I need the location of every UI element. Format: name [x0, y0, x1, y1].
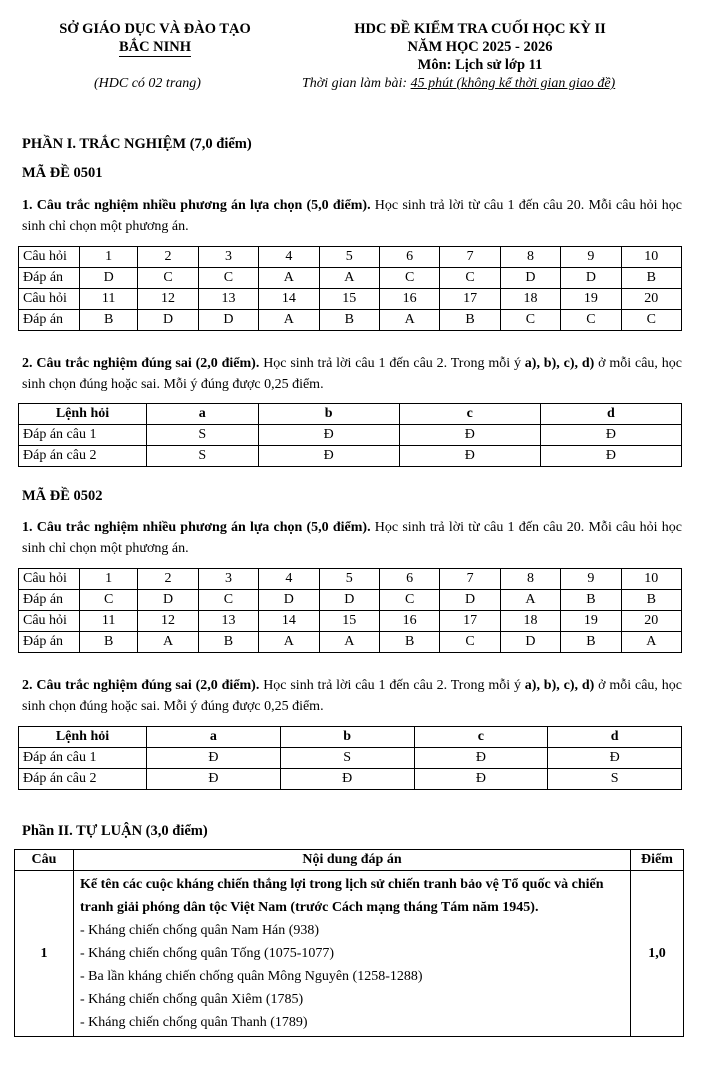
- table-row: [19, 289, 682, 310]
- question-number-cell: 15: [319, 611, 379, 632]
- answer-cell: C: [561, 310, 621, 331]
- table-row: [19, 268, 682, 289]
- answer-cell: Đ: [414, 748, 548, 769]
- code-label: MÃ ĐỀ 0501: [22, 165, 103, 181]
- question-number-cell: 8: [500, 247, 560, 268]
- mc-title: 1. Câu trắc nghiệm nhiều phương án lựa chọn (5,0 điểm).: [22, 520, 371, 535]
- table-row: [19, 590, 682, 611]
- answer-cell: Đ: [399, 446, 540, 467]
- time-value: 45 phút (không kể thời gian giao đề): [410, 76, 616, 91]
- row-label: Câu hỏi: [19, 611, 80, 632]
- answer-cell: Đ: [280, 769, 414, 790]
- answer-cell: S: [280, 748, 414, 769]
- answer-cell: B: [621, 268, 681, 289]
- question-number-cell: 7: [440, 569, 500, 590]
- essay-score: 1,0: [631, 871, 684, 1037]
- question-number-cell: 7: [440, 247, 500, 268]
- department-header: [30, 20, 280, 57]
- answer-cell: B: [198, 632, 258, 653]
- answer-cell: B: [561, 590, 621, 611]
- column-header: d: [548, 727, 682, 748]
- answer-cell: Đ: [147, 769, 281, 790]
- table-row: [19, 769, 682, 790]
- answer-cell: A: [379, 310, 439, 331]
- subject: Môn: Lịch sử lớp 11: [417, 57, 543, 73]
- question-number-cell: 5: [319, 247, 379, 268]
- answer-cell: Đ: [414, 769, 548, 790]
- answer-cell: B: [440, 310, 500, 331]
- tf-title: 2. Câu trắc nghiệm đúng sai (2,0 điểm).: [22, 678, 260, 693]
- answer-cell: Đ: [548, 748, 682, 769]
- row-label: Đáp án câu 2: [19, 446, 147, 467]
- column-header: d: [540, 404, 681, 425]
- question-number-cell: 11: [80, 611, 138, 632]
- department-line1: SỞ GIÁO DỤC VÀ ĐÀO TẠO: [59, 21, 251, 37]
- row-label: Đáp án: [19, 632, 80, 653]
- answer-cell: D: [319, 590, 379, 611]
- table-row: [15, 871, 684, 1037]
- question-number-cell: 2: [138, 569, 198, 590]
- answer-cell: B: [80, 632, 138, 653]
- answer-cell: D: [259, 590, 319, 611]
- table-row: [19, 632, 682, 653]
- part1-title: PHẦN I. TRẮC NGHIỆM (7,0 điểm): [22, 136, 252, 152]
- column-header: b: [258, 404, 399, 425]
- question-number-cell: 12: [138, 289, 198, 310]
- row-label: Câu hỏi: [19, 569, 80, 590]
- question-number-cell: 15: [319, 289, 379, 310]
- tf-desc1: Học sinh trả lời câu 1 đến câu 2. Trong mỗi ý: [259, 678, 525, 693]
- answer-cell: D: [561, 268, 621, 289]
- answer-cell: B: [80, 310, 138, 331]
- essay-header-content: Nội dung đáp án: [74, 850, 631, 871]
- mc-instructions: [22, 195, 682, 237]
- question-number-cell: 17: [440, 289, 500, 310]
- answer-cell: C: [621, 310, 681, 331]
- answer-cell: A: [319, 632, 379, 653]
- tf-answer-table: [18, 403, 682, 467]
- table-row: [19, 247, 682, 268]
- answer-cell: A: [259, 310, 319, 331]
- question-number-cell: 2: [138, 247, 198, 268]
- row-label: Đáp án: [19, 268, 80, 289]
- question-number-cell: 9: [561, 569, 621, 590]
- answer-cell: S: [147, 425, 259, 446]
- answer-cell: Đ: [258, 446, 399, 467]
- tf-desc2: ở mỗi câu, học sinh chọn đúng hoặc sai. Mỗi ý đúng được 0,25 điểm.: [22, 678, 682, 714]
- question-number-cell: 19: [561, 289, 621, 310]
- pages-note: (HDC có 02 trang): [94, 76, 201, 91]
- table-row: [19, 425, 682, 446]
- answer-cell: A: [500, 590, 560, 611]
- question-number-cell: 5: [319, 569, 379, 590]
- column-header: a: [147, 727, 281, 748]
- tf-desc-bold: a), b), c), d): [524, 356, 595, 371]
- answer-cell: D: [500, 268, 560, 289]
- essay-answer-content: [74, 871, 631, 1037]
- question-number-cell: 6: [379, 569, 439, 590]
- question-number-cell: 6: [379, 247, 439, 268]
- answer-cell: Đ: [399, 425, 540, 446]
- question-number-cell: 10: [621, 247, 681, 268]
- question-number-cell: 4: [259, 247, 319, 268]
- essay-answer-item: - Kháng chiến chống quân Nam Hán (938): [80, 923, 320, 938]
- table-header-row: [19, 727, 682, 748]
- row-label: Đáp án câu 2: [19, 769, 147, 790]
- answer-cell: B: [379, 632, 439, 653]
- answer-cell: A: [319, 268, 379, 289]
- question-number-cell: 8: [500, 569, 560, 590]
- mc-answer-table: [18, 568, 682, 653]
- tf-instructions: [22, 353, 682, 395]
- answer-cell: A: [138, 632, 198, 653]
- table-row: [19, 569, 682, 590]
- question-number-cell: 13: [198, 611, 258, 632]
- answer-cell: B: [319, 310, 379, 331]
- table-row: [19, 611, 682, 632]
- question-number-cell: 17: [440, 611, 500, 632]
- question-number-cell: 12: [138, 611, 198, 632]
- mc-title: 1. Câu trắc nghiệm nhiều phương án lựa chọn (5,0 điểm).: [22, 198, 371, 213]
- mc-desc: Học sinh trả lời từ câu 1 đến câu 20. Mỗi câu hỏi học sinh chỉ chọn một phương án.: [22, 198, 682, 234]
- tf-title: 2. Câu trắc nghiệm đúng sai (2,0 điểm).: [22, 356, 260, 371]
- tf-instructions: [22, 675, 682, 717]
- question-number-cell: 16: [379, 611, 439, 632]
- essay-answer-item: - Kháng chiến chống quân Thanh (1789): [80, 1015, 308, 1030]
- tf-desc-bold: a), b), c), d): [524, 678, 595, 693]
- answer-cell: C: [198, 590, 258, 611]
- time-note: [302, 76, 615, 92]
- answer-cell: C: [500, 310, 560, 331]
- answer-cell: D: [138, 310, 198, 331]
- essay-question-number: 1: [15, 871, 74, 1037]
- mc-instructions: [22, 517, 682, 559]
- column-header: Lệnh hỏi: [19, 404, 147, 425]
- answer-cell: A: [259, 632, 319, 653]
- row-label: Đáp án: [19, 590, 80, 611]
- answer-cell: B: [621, 590, 681, 611]
- question-number-cell: 1: [80, 569, 138, 590]
- tf-answer-table: [18, 726, 682, 790]
- tf-desc2: ở mỗi câu, học sinh chọn đúng hoặc sai. Mỗi ý đúng được 0,25 điểm.: [22, 356, 682, 392]
- essay-question-text: Kể tên các cuộc kháng chiến thắng lợi trong lịch sử chiến tranh bảo vệ Tổ quốc và chiến tranh giải phóng dân tộc Việt Nam (trước Cách mạng tháng Tám năm 1945).: [80, 877, 604, 915]
- answer-cell: C: [379, 590, 439, 611]
- column-header: Lệnh hỏi: [19, 727, 147, 748]
- school-year: NĂM HỌC 2025 - 2026: [407, 39, 553, 55]
- question-number-cell: 1: [80, 247, 138, 268]
- question-number-cell: 3: [198, 569, 258, 590]
- answer-cell: Đ: [540, 425, 681, 446]
- table-header-row: [19, 404, 682, 425]
- essay-header-score: Điểm: [631, 850, 684, 871]
- question-number-cell: 14: [259, 611, 319, 632]
- row-label: Câu hỏi: [19, 289, 80, 310]
- part2-title: Phần II. TỰ LUẬN (3,0 điểm): [22, 823, 208, 839]
- essay-header-question: Câu: [15, 850, 74, 871]
- question-number-cell: 10: [621, 569, 681, 590]
- column-header: c: [414, 727, 548, 748]
- answer-cell: C: [80, 590, 138, 611]
- answer-cell: D: [198, 310, 258, 331]
- question-number-cell: 18: [500, 289, 560, 310]
- time-prefix: Thời gian làm bài:: [302, 76, 411, 91]
- department-line2: BẮC NINH: [118, 39, 192, 55]
- answer-cell: C: [379, 268, 439, 289]
- answer-cell: D: [500, 632, 560, 653]
- column-header: c: [399, 404, 540, 425]
- answer-cell: C: [198, 268, 258, 289]
- answer-cell: A: [621, 632, 681, 653]
- answer-cell: Đ: [540, 446, 681, 467]
- tf-desc1: Học sinh trả lời câu 1 đến câu 2. Trong mỗi ý: [259, 356, 525, 371]
- code-label: MÃ ĐỀ 0502: [22, 488, 103, 504]
- question-number-cell: 14: [259, 289, 319, 310]
- row-label: Đáp án câu 1: [19, 425, 147, 446]
- question-number-cell: 19: [561, 611, 621, 632]
- essay-answer-item: - Kháng chiến chống quân Xiêm (1785): [80, 992, 304, 1007]
- answer-cell: B: [561, 632, 621, 653]
- document-header: [280, 20, 680, 74]
- column-header: a: [147, 404, 259, 425]
- answer-cell: A: [259, 268, 319, 289]
- essay-answer-table: [14, 849, 684, 1037]
- answer-cell: S: [147, 446, 259, 467]
- essay-answer-item: - Ba lần kháng chiến chống quân Mông Nguyên (1258-1288): [80, 969, 423, 984]
- document-title: HDC ĐỀ KIỂM TRA CUỐI HỌC KỲ II: [354, 21, 606, 37]
- mc-answer-table: [18, 246, 682, 331]
- question-number-cell: 20: [621, 289, 681, 310]
- row-label: Câu hỏi: [19, 247, 80, 268]
- column-header: b: [280, 727, 414, 748]
- answer-cell: C: [440, 632, 500, 653]
- question-number-cell: 20: [621, 611, 681, 632]
- answer-cell: D: [80, 268, 138, 289]
- essay-answer-item: - Kháng chiến chống quân Tống (1075-1077): [80, 946, 335, 961]
- question-number-cell: 18: [500, 611, 560, 632]
- answer-cell: C: [138, 268, 198, 289]
- table-row: [19, 310, 682, 331]
- table-row: [19, 446, 682, 467]
- row-label: Đáp án câu 1: [19, 748, 147, 769]
- row-label: Đáp án: [19, 310, 80, 331]
- answer-cell: S: [548, 769, 682, 790]
- answer-cell: Đ: [258, 425, 399, 446]
- question-number-cell: 4: [259, 569, 319, 590]
- question-number-cell: 13: [198, 289, 258, 310]
- answer-cell: Đ: [147, 748, 281, 769]
- answer-cell: C: [440, 268, 500, 289]
- question-number-cell: 3: [198, 247, 258, 268]
- question-number-cell: 9: [561, 247, 621, 268]
- table-row: [19, 748, 682, 769]
- question-number-cell: 11: [80, 289, 138, 310]
- mc-desc: Học sinh trả lời từ câu 1 đến câu 20. Mỗi câu hỏi học sinh chỉ chọn một phương án.: [22, 520, 682, 556]
- question-number-cell: 16: [379, 289, 439, 310]
- answer-cell: D: [138, 590, 198, 611]
- answer-cell: D: [440, 590, 500, 611]
